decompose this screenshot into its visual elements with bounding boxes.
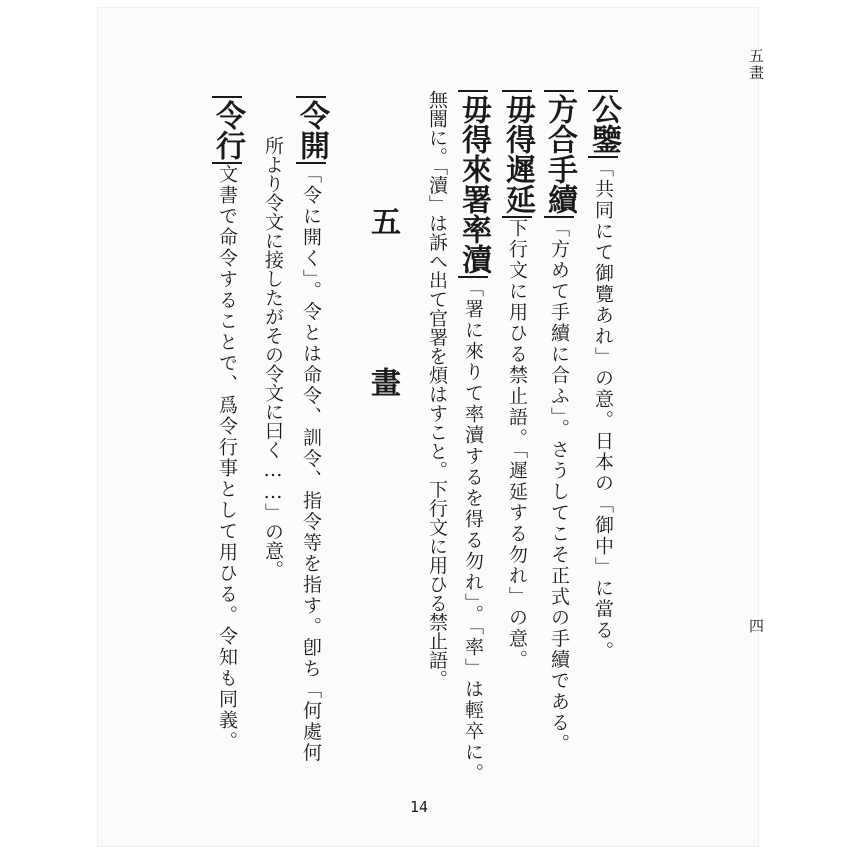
entry-definition-cont: 無闇に。「瀆」は訴へ出て官署を煩はすこと。下行文に用ひる禁止語。 [426,90,448,689]
entry-term: 方合手續 [544,90,574,218]
entry-wude-laishu [456,90,490,790]
entry-definition: 「令に開く」。令とは命令、訓令、指令等を指す。卽ち「何處何 [300,164,322,764]
entry-definition: 「署に來りて率瀆するを得る勿れ」。「率」は輕卒に。 [462,278,484,784]
entry-term: 毋得遲延 [502,90,532,218]
entry-term: 令開 [296,96,326,164]
entry-fanghe [542,90,576,790]
entry-wude-chiyan [500,90,534,790]
entry-definition-cont: 所より令文に接したがその令文に曰く……」の意。 [262,136,284,579]
entry-term: 公鑒 [588,90,618,158]
running-header: 五畫 [747,48,765,82]
page-number: 14 [410,798,429,816]
entry-lingxing [210,96,244,796]
entry-definition: 文書で命令することで、爲令行事として用ひる。令知も同義。 [216,164,238,752]
entry-gongjian [586,90,620,790]
book-page [98,8,765,846]
header-kanji-number: 四 [747,618,765,633]
entry-definition: 「方めて手續に合ふ」。さうしてこそ正式の手續である。 [548,218,570,755]
entry-definition: 「共同にて御覽あれ」の意。日本の「御中」に當る。 [592,158,614,662]
entry-term: 毋得來署率瀆 [458,90,488,278]
section-title: 五 畫 [365,206,400,445]
entry-term: 令行 [212,96,242,164]
entry-definition: 下行文に用ひる禁止語。「遲延する勿れ」の意。 [506,218,528,671]
entry-lingkai [294,96,328,796]
